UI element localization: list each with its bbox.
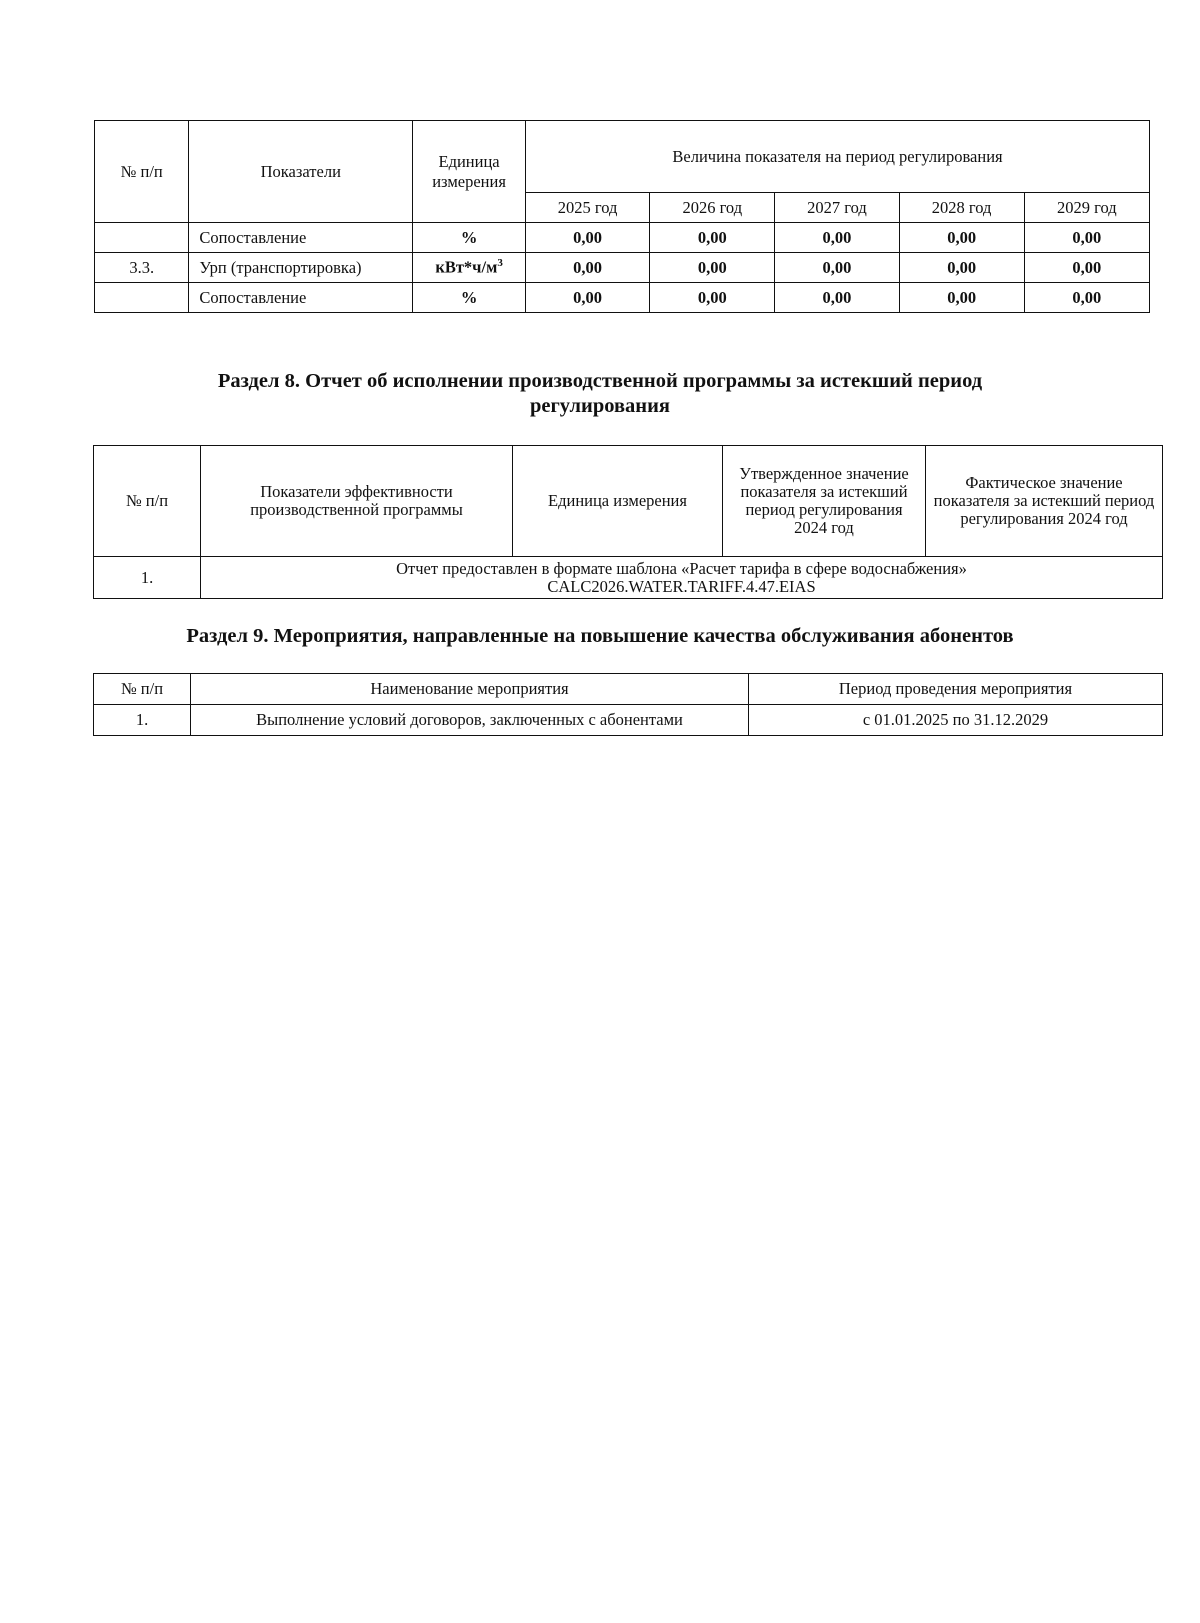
- row-value: 0,00: [775, 253, 899, 283]
- header-measure-name: Наименование мероприятия: [191, 674, 749, 705]
- row-value: 0,00: [526, 223, 650, 253]
- header-year: 2027 год: [775, 193, 899, 223]
- row-value: 0,00: [526, 283, 650, 313]
- row-value: 0,00: [899, 283, 1024, 313]
- row-value: 0,00: [1024, 253, 1149, 283]
- row-value: 0,00: [650, 283, 775, 313]
- row-name: Сопоставление: [189, 283, 413, 313]
- header-num: № п/п: [95, 121, 189, 223]
- row-measure-name: Выполнение условий договоров, заключенных с абонентами: [191, 705, 749, 736]
- section9-heading: Раздел 9. Мероприятия, направленные на повышение качества обслуживания абонентов: [186, 625, 1014, 647]
- header-year: 2026 год: [650, 193, 775, 223]
- header-num: № п/п: [94, 674, 191, 705]
- header-efficiency-indicators: Показатели эффективности производственной программы: [201, 446, 513, 557]
- header-period: Период проведения мероприятия: [749, 674, 1163, 705]
- header-indicators: Показатели: [189, 121, 413, 223]
- production-program-report-table: [93, 445, 1163, 599]
- row-value: 0,00: [650, 223, 775, 253]
- row-num: [95, 283, 189, 313]
- row-num: 3.3.: [95, 253, 189, 283]
- row-value: 0,00: [1024, 223, 1149, 253]
- table-row: [95, 253, 1150, 283]
- section8-heading: Раздел 8. Отчет об исполнении производственной программы за истекший период регулирования: [217, 370, 983, 417]
- row-value: 0,00: [899, 223, 1024, 253]
- table-row: [94, 557, 1163, 599]
- row-num: [95, 223, 189, 253]
- table-row: [95, 223, 1150, 253]
- header-year: 2025 год: [526, 193, 650, 223]
- header-year: 2028 год: [899, 193, 1024, 223]
- header-approved-value: Утвержденное значение показателя за истекший период регулирования 2024 год: [723, 446, 926, 557]
- row-name: Сопоставление: [189, 223, 413, 253]
- row-name: Урп (транспортировка): [189, 253, 413, 283]
- row-period: с 01.01.2025 по 31.12.2029: [749, 705, 1163, 736]
- row-value: 0,00: [650, 253, 775, 283]
- row-value: 0,00: [526, 253, 650, 283]
- row-num: 1.: [94, 557, 201, 599]
- report-note: Отчет предоставлен в формате шаблона «Расчет тарифа в сфере водоснабжения» CALC2026.WATER.TARIFF.4.47.EIAS: [201, 557, 1163, 599]
- table-row: [94, 705, 1163, 736]
- table-row: [95, 283, 1150, 313]
- header-actual-value: Фактическое значение показателя за истекший период регулирования 2024 год: [926, 446, 1163, 557]
- header-unit: Единица измерения: [513, 446, 723, 557]
- row-unit: %: [413, 223, 526, 253]
- row-value: 0,00: [775, 283, 899, 313]
- row-value: 0,00: [1024, 283, 1149, 313]
- row-num: 1.: [94, 705, 191, 736]
- header-value-period: Величина показателя на период регулирования: [526, 121, 1150, 193]
- indicators-table: [94, 120, 1150, 313]
- row-unit: $кВт*ч/м^3$: [413, 253, 526, 283]
- header-unit: Единица измерения: [413, 121, 526, 223]
- header-num: № п/п: [94, 446, 201, 557]
- service-quality-measures-table: [93, 673, 1163, 736]
- unit-superscript: 3: [497, 257, 503, 270]
- header-year: 2029 год: [1024, 193, 1149, 223]
- row-value: 0,00: [899, 253, 1024, 283]
- row-value: 0,00: [775, 223, 899, 253]
- row-unit: %: [413, 283, 526, 313]
